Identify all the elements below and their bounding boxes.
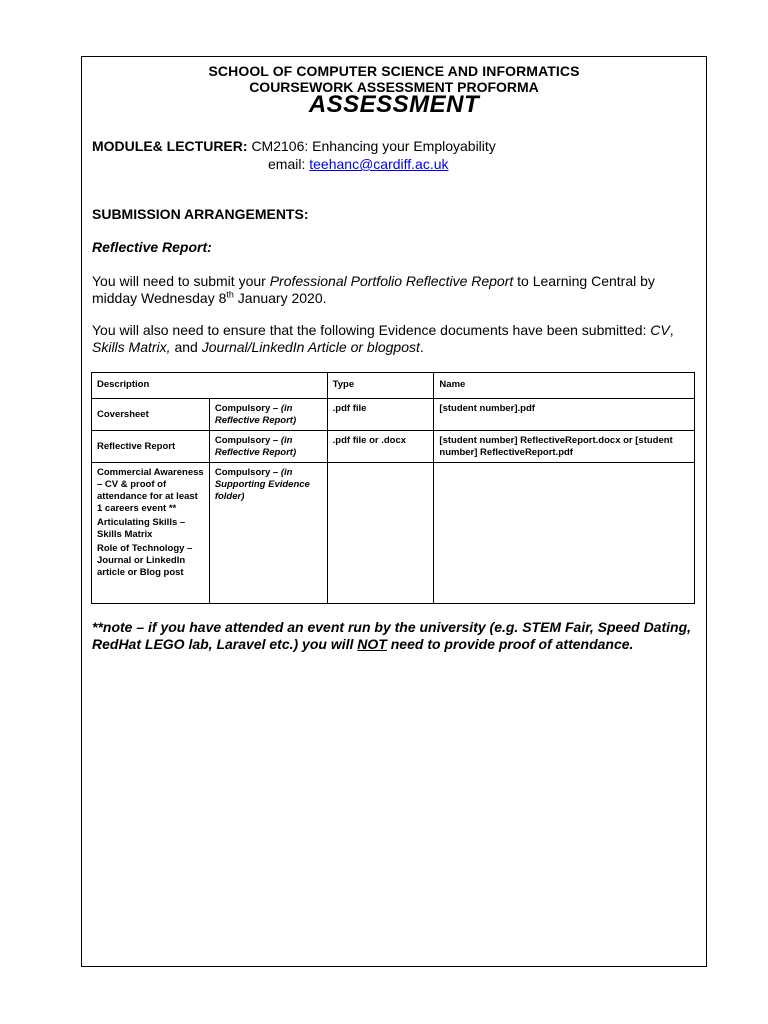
desc-commercial-awareness: Commercial Awareness – CV & proof of attendance for at least 1 careers event ** [97,467,204,514]
proforma-heading: COURSEWORK ASSESSMENT PROFORMA [249,79,539,95]
document-frame [81,56,707,967]
evidence-table [91,372,695,604]
desc-role-of-technology: Role of Technology – Journal or LinkedIn article or Blog post [97,543,193,578]
cell-type: .pdf file [327,399,434,431]
cell-name: [student number] ReflectiveReport.docx or [student number] ReflectiveReport.pdf [434,431,695,463]
evidence-paragraph: You will also need to ensure that the following Evidence documents have been submitted: CV, Skills Matrix, and Journal/LinkedIn Article or blogpost. [92,322,674,355]
cell-description [92,463,210,604]
submission-paragraph: You will need to submit your Professional Portfolio Reflective Report to Learning Central by midday Wednesday 8th January 2020. [92,273,655,306]
cell-name: [student number].pdf [434,399,695,431]
header-type: Type [327,373,434,399]
cell-type: .pdf file or .docx [327,431,434,463]
assessment-title: ASSESSMENT [308,91,480,118]
desc-articulating-skills: Articulating Skills – Skills Matrix [97,517,186,540]
module-value: CM2106: Enhancing your Employability [251,138,496,154]
header-description: Description [92,373,328,399]
email-link[interactable]: teehanc@cardiff.ac.uk [309,156,449,172]
cell-description: Coversheet [92,399,210,431]
cell-requirement: Compulsory – (in Reflective Report) [209,431,327,463]
module-label: MODULE& LECTURER: [92,138,248,154]
cell-requirement: Compulsory – (in Supporting Evidence folder) [209,463,327,604]
table-row [92,431,695,463]
cell-type [327,463,434,604]
reflective-report-subheading: Reflective Report: [92,239,212,255]
email-label: email: [268,156,306,172]
header-name: Name [434,373,695,399]
table-row [92,399,695,431]
cell-name [434,463,695,604]
school-heading: SCHOOL OF COMPUTER SCIENCE AND INFORMATICS [208,63,580,79]
module-line [92,138,496,155]
table-header-row [92,373,695,399]
attendance-note: **note – if you have attended an event run by the university (e.g. STEM Fair, Speed Dating, RedHat LEGO lab, Laravel etc.) you will NOT need to provide proof of attendance. [92,619,692,652]
table-row [92,463,695,604]
cell-description: Reflective Report [92,431,210,463]
email-line [268,156,449,172]
submission-heading: SUBMISSION ARRANGEMENTS: [92,206,309,222]
cell-requirement: Compulsory – (in Reflective Report) [209,399,327,431]
